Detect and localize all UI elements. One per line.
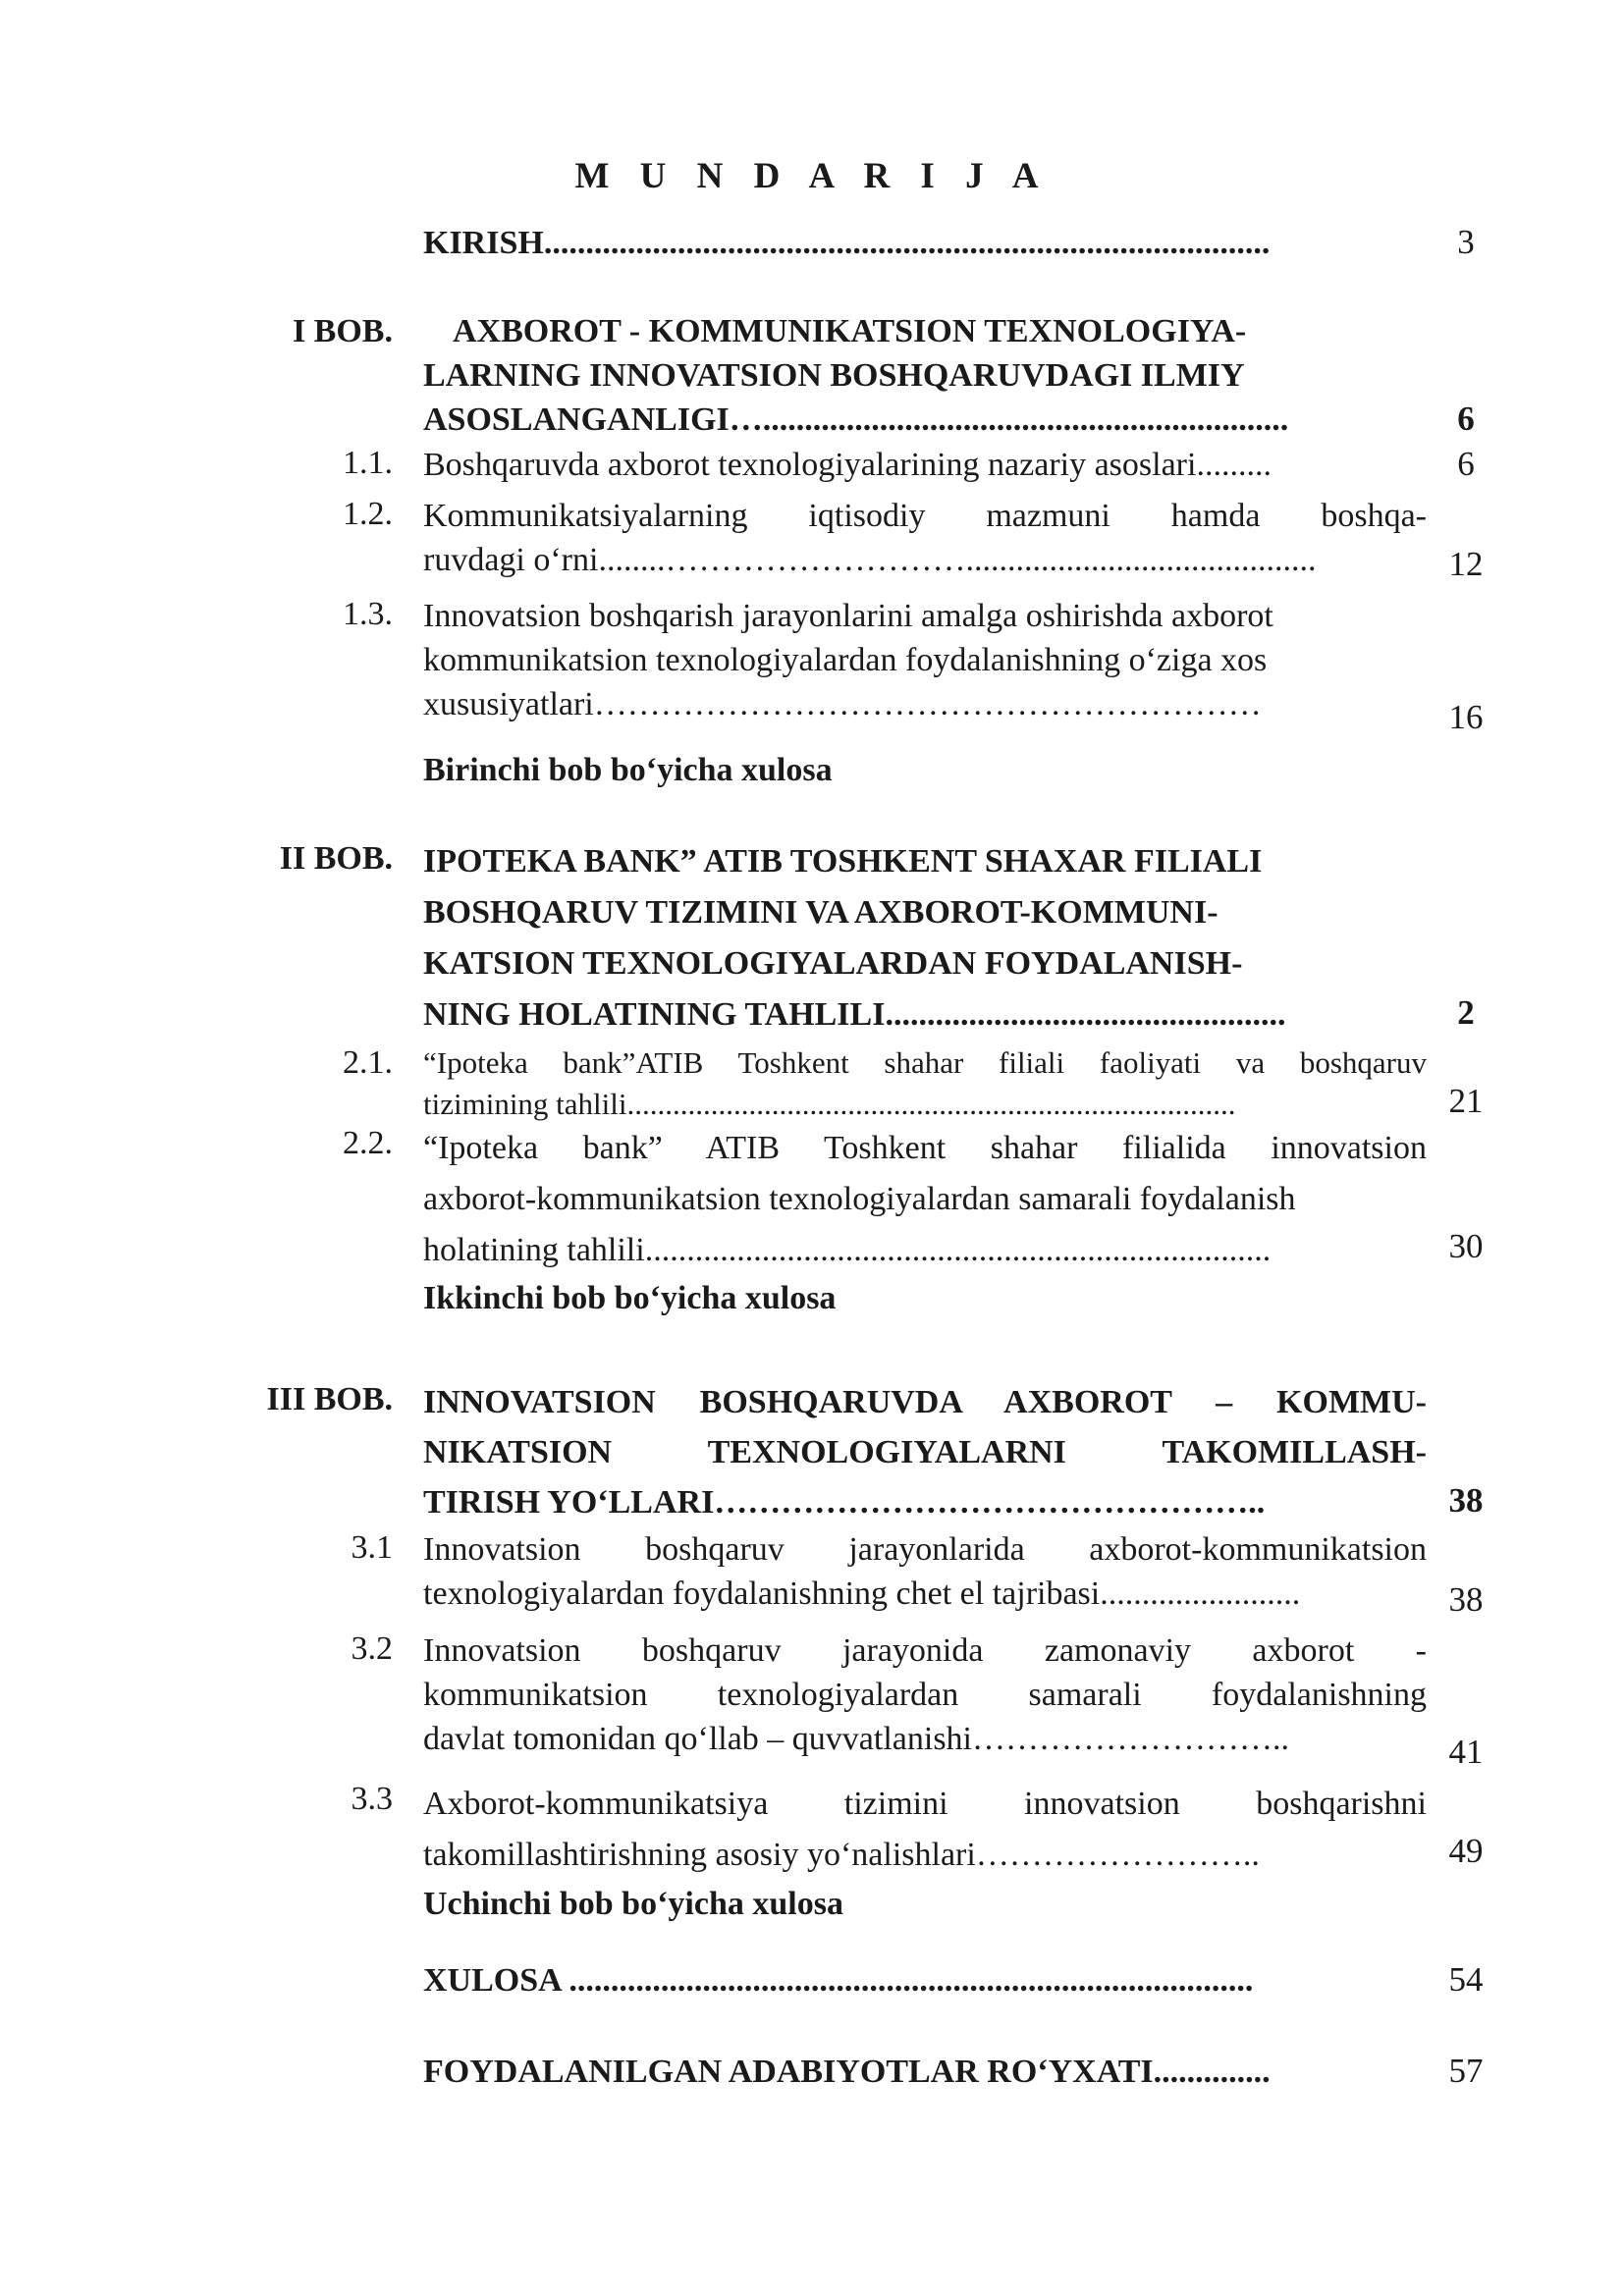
chapter-title [423,309,1427,442]
section-title-line: kommunikatsion texnologiyalardan foydalanishning o‘ziga xos [423,642,1268,678]
intro-label: KIRISH....................................................................................... [423,225,1271,261]
chapter-title-line: TIRISH YO‘LLARI………………………………………….. [423,1484,1266,1521]
section-title-line: xususiyatlari…………………………………………………… [423,686,1262,722]
section-title-line: Innovatsion boshqarish jarayonlarini amalga oshirishda axborot [423,598,1273,634]
section-title [423,443,1427,487]
references-label: FOYDALANILGAN ADABIYOTLAR RO‘YXATI.............. [423,2054,1271,2090]
chapter-summary: Uchinchi bob bo‘yicha xulosa [423,1886,843,1922]
section-title-line: “Ipoteka bank” ATIB Toshkent shahar filialida innovatsion [423,1130,1427,1166]
chapter-number: II BOB. [279,840,393,877]
chapter-summary: Birinchi bob bo‘yicha xulosa [423,752,833,788]
section-number: 3.2 [351,1630,393,1667]
section-title-line: kommunikatsion texnologiyalardan samarali foydalanishning [423,1677,1427,1713]
chapter-title-line: NIKATSION TEXNOLOGIYALARNI TAKOMILLASH- [423,1434,1427,1470]
section-page: 21 [1448,1082,1484,1120]
section-page: 12 [1448,545,1484,583]
chapter-number: I BOB. [292,313,393,349]
chapter-title-line: LARNING INNOVATSION BOSHQARUVDAGI ILMIY [423,357,1245,394]
intro-page: 3 [1457,223,1475,261]
conclusion-label: XULOSA .................................................................................. [423,1962,1254,1999]
section-page: 41 [1448,1733,1484,1771]
chapter-title-line: KATSION TEXNOLOGIYALARDAN FOYDALANISH- [423,945,1243,982]
section-title-line: Kommunikatsiyalarning iqtisodiy mazmuni hamda boshqa- [423,498,1427,534]
chapter-title-line: IPOTEKA BANK” ATIB TOSHKENT SHAXAR FILIALI [423,843,1263,880]
section-title-line: texnologiyalardan foydalanishning chet el tajribasi........................ [423,1575,1301,1612]
section-page: 30 [1448,1227,1484,1265]
section-title-line: axborot-kommunikatsion texnologiyalardan samarali foydalanish [423,1181,1296,1217]
section-title-line: Innovatsion boshqaruv jarayonlarida axborot-kommunikatsion [423,1531,1427,1568]
chapter-title-line: NING HOLATINING TAHLILI................................................ [423,996,1286,1033]
section-title-line: davlat tomonidan qo‘llab – quvvatlanishi……………………….. [423,1721,1290,1757]
section-title-line: Boshqaruvda axborot texnologiyalarining nazariy asoslari......... [423,447,1272,483]
page-title: M U N D A R I J A [574,156,1050,196]
chapter-number: III BOB. [266,1381,393,1417]
section-title [423,594,1427,726]
section-title-line: tizimining tahlili................................................................................ [423,1087,1236,1121]
chapter-summary: Ikkinchi bob bo‘yicha xulosa [423,1280,837,1316]
section-page: 16 [1448,698,1484,736]
section-number: 2.2. [343,1125,393,1161]
section-page: 6 [1457,445,1475,483]
section-title-line: takomillashtirishning asosiy yo‘nalishlari…………………….. [423,1837,1260,1873]
chapter-title-line: BOSHQARUV TIZIMINI VA AXBOROT-KOMMUNI- [423,894,1218,931]
chapter-page: 2 [1457,993,1475,1032]
section-title [423,1779,1427,1881]
section-number: 1.2. [343,496,393,532]
section-page: 38 [1448,1580,1484,1619]
chapter-title-line: AXBOROT - KOMMUNIKATSION TEXNOLOGIYA- [453,313,1247,349]
section-title [423,1042,1427,1125]
section-title-line: Axborot-kommunikatsiya tizimini innovatsion boshqarishni [423,1786,1427,1822]
section-number: 3.3 [351,1781,393,1817]
section-number: 1.3. [343,596,393,632]
chapter-title-line: ASOSLANGANLIGI…............................................................... [423,401,1289,438]
section-title-line: ruvdagi o‘rni........……………………….......................................... [423,542,1317,578]
section-number: 3.1 [351,1529,393,1566]
section-title [423,1527,1427,1616]
chapter-page: 38 [1448,1481,1484,1520]
section-number: 1.1. [343,445,393,481]
conclusion-page: 54 [1448,1960,1484,1999]
section-title [423,1629,1427,1761]
section-title [423,1123,1427,1276]
chapter-title-line: INNOVATSION BOSHQARUVDA AXBOROT – KOMMU- [423,1384,1427,1420]
section-page: 49 [1448,1832,1484,1870]
section-title-line: “Ipoteka bank”ATIB Toshkent shahar filiali faoliyati va boshqaruv [423,1045,1427,1080]
references-page: 57 [1448,2052,1484,2090]
chapter-page: 6 [1457,400,1475,438]
section-title-line: holatining tahlili........................................................................... [423,1232,1272,1268]
chapter-title [423,1377,1427,1527]
section-title-line: Innovatsion boshqaruv jarayonida zamonaviy axborot - [423,1632,1427,1669]
section-number: 2.1. [343,1044,393,1081]
section-title [423,494,1427,582]
chapter-title [423,836,1427,1041]
